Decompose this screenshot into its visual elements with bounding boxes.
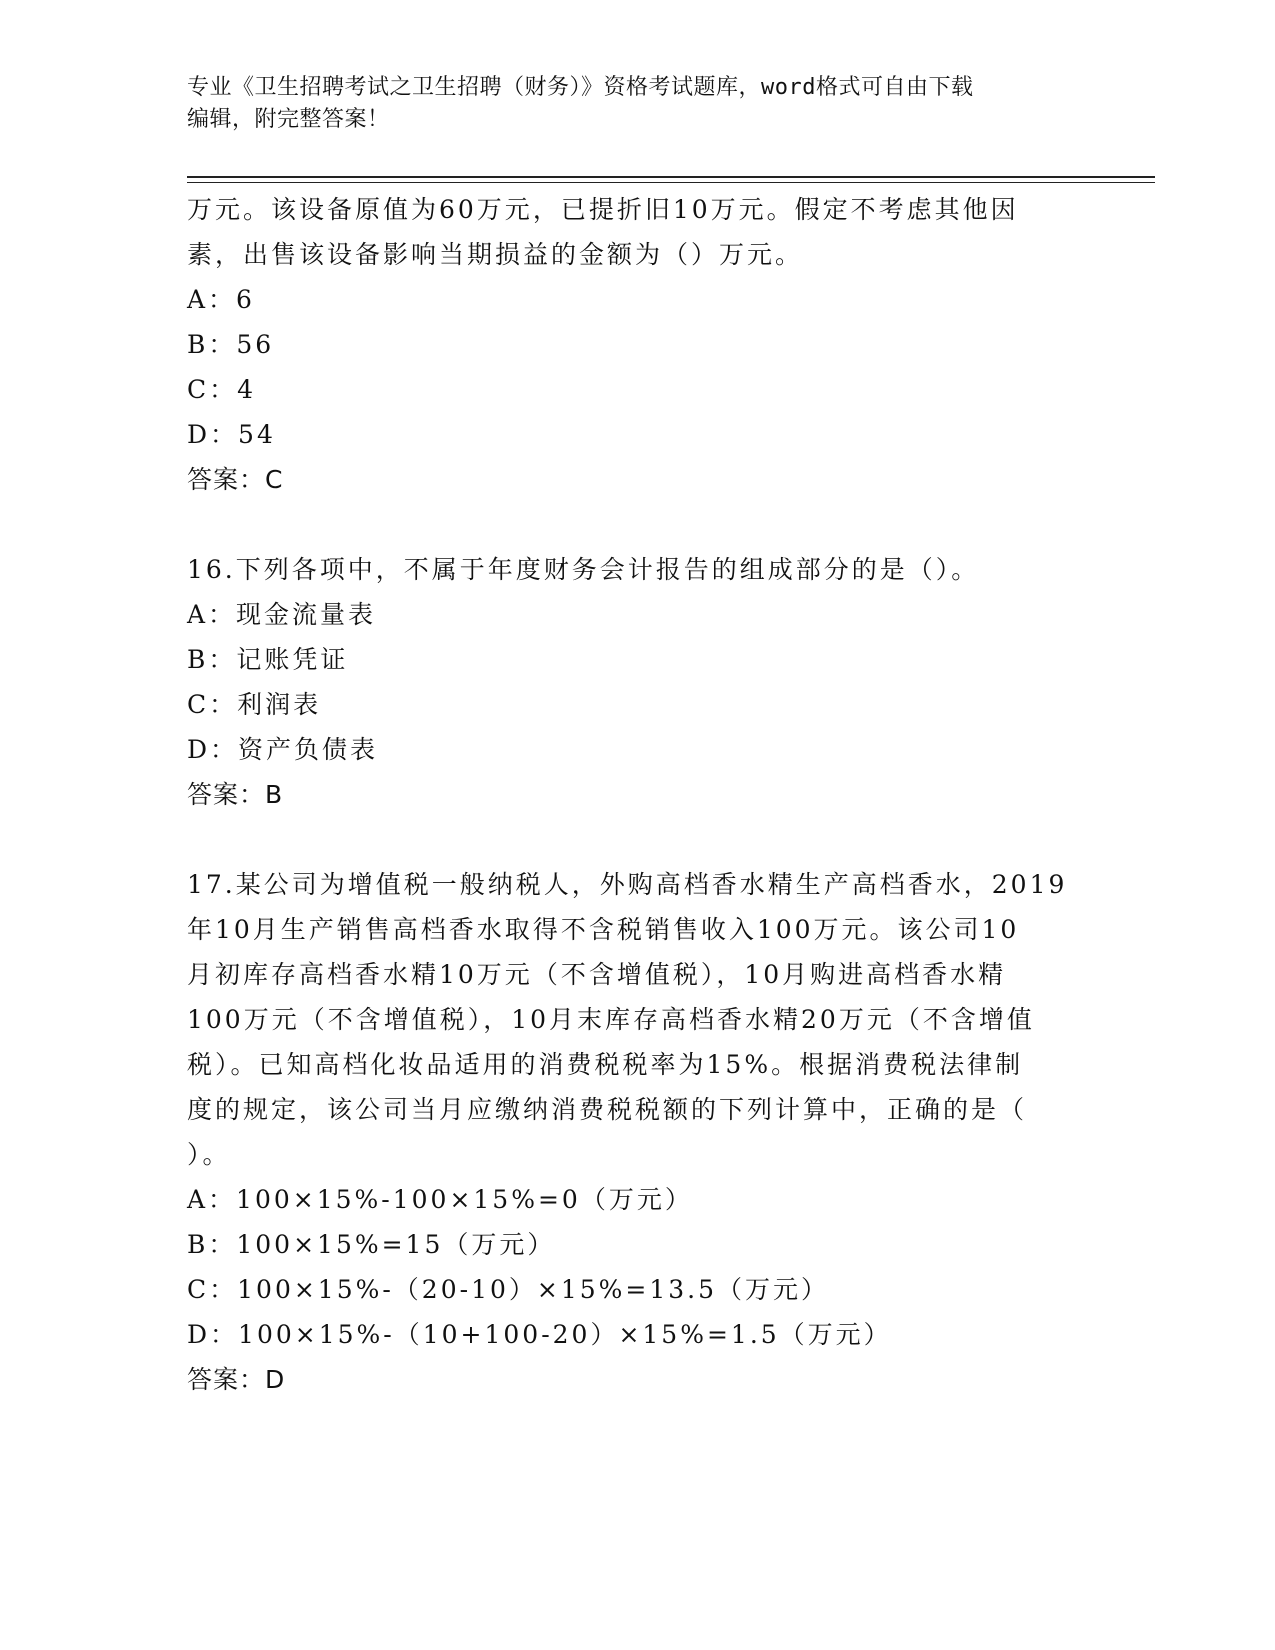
- header-divider-thick: [187, 176, 1155, 178]
- option-b: B：100×15%=15（万元）: [187, 1230, 556, 1259]
- option-b: B：56: [187, 330, 275, 359]
- header-line-1: 专业《卫生招聘考试之卫生招聘（财务）》资格考试题库，word格式可自由下载: [187, 75, 974, 100]
- option-a: A：现金流量表: [187, 600, 377, 629]
- option-c: C：100×15%-（20-10）×15%=13.5（万元）: [187, 1275, 830, 1304]
- option-a: A：6: [187, 285, 255, 314]
- question-stem-line: 17.某公司为增值税一般纳税人，外购高档香水精生产高档香水，2019: [187, 870, 1068, 899]
- question-content: [187, 187, 1087, 1402]
- option-b: B：记账凭证: [187, 645, 349, 674]
- question-stem-line: 16.下列各项中，不属于年度财务会计报告的组成部分的是（）。: [187, 555, 980, 584]
- option-c: C：利润表: [187, 690, 322, 719]
- option-c: C：4: [187, 375, 257, 404]
- question-stem-line: 万元。该设备原值为60万元，已提折旧10万元。假定不考虑其他因: [187, 195, 1019, 224]
- question-16: [187, 547, 1087, 817]
- option-d: D：54: [187, 420, 276, 449]
- question-15: [187, 187, 1087, 502]
- header-divider-thin: [187, 182, 1155, 183]
- option-a: A：100×15%-100×15%=0（万元）: [187, 1185, 693, 1214]
- header-line-2: 编辑，附完整答案！: [187, 107, 390, 132]
- question-stem-line: 100万元（不含增值税），10月末库存高档香水精20万元（不含增值: [187, 1005, 1035, 1034]
- spacer: [187, 502, 1087, 547]
- question-stem-line: 度的规定，该公司当月应缴纳消费税税额的下列计算中，正确的是（: [187, 1095, 1028, 1124]
- page-header: [187, 72, 1087, 136]
- question-17: [187, 862, 1087, 1402]
- option-d: D：100×15%-（10+100-20）×15%=1.5（万元）: [187, 1320, 892, 1349]
- answer-line: 答案：B: [187, 780, 284, 809]
- question-stem-line: ）。: [187, 1140, 231, 1169]
- question-stem-line: 月初库存高档香水精10万元（不含增值税），10月购进高档香水精: [187, 960, 1007, 989]
- question-stem-line: 年10月生产销售高档香水取得不含税销售收入100万元。该公司10: [187, 915, 1020, 944]
- question-stem-line: 税）。已知高档化妆品适用的消费税税率为15%。根据消费税法律制: [187, 1050, 1024, 1079]
- answer-line: 答案：C: [187, 465, 284, 494]
- spacer: [187, 817, 1087, 862]
- option-d: D：资产负债表: [187, 735, 379, 764]
- question-stem-line: 素，出售该设备影响当期损益的金额为（）万元。: [187, 240, 804, 269]
- answer-line: 答案：D: [187, 1365, 286, 1394]
